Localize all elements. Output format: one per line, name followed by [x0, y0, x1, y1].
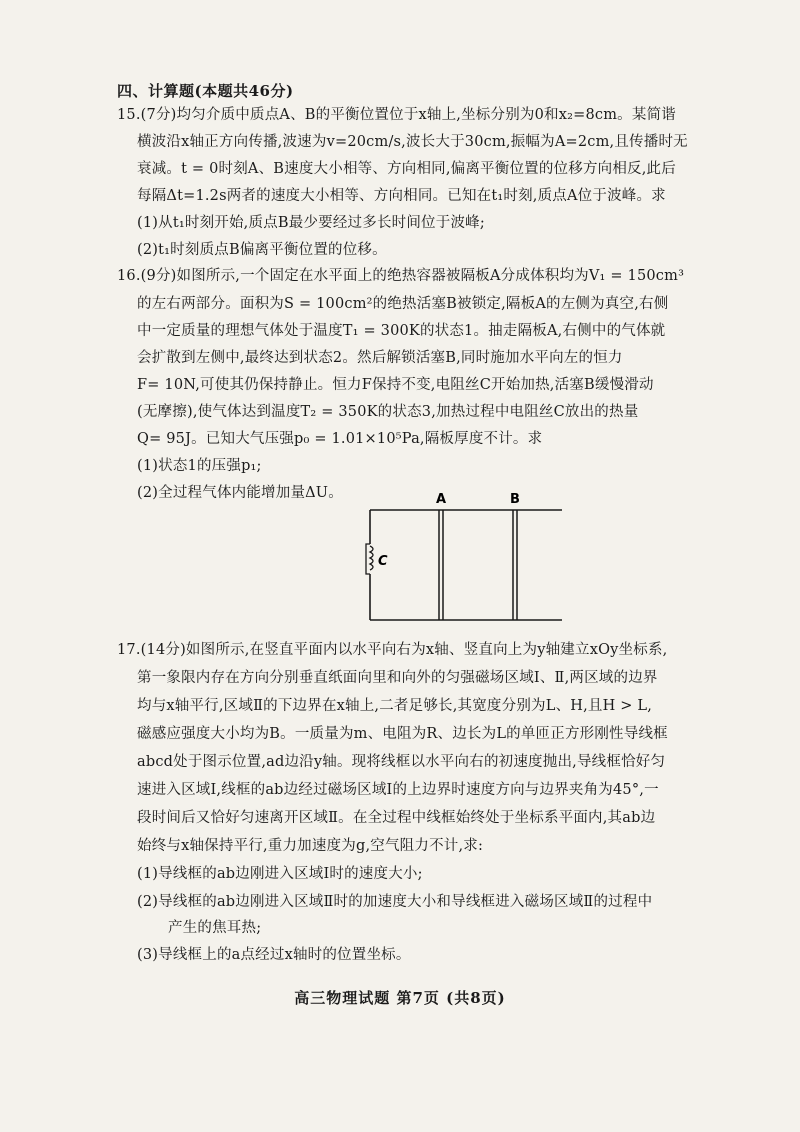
q16-line: (无摩擦),使气体达到温度T₂ = 350K的状态3,加热过程中电阻丝C放出的热量 [137, 404, 639, 420]
q16-line: 的左右两部分。面积为S = 100cm²的绝热活塞B被锁定,隔板A的左侧为真空,右侧 [137, 296, 669, 312]
q17-line: 均与x轴平行,区域Ⅱ的下边界在x轴上,二者足够长,其宽度分别为L、H,且H > L, [137, 698, 653, 714]
container-diagram [362, 490, 572, 630]
q15-line: 横波沿x轴正方向传播,波速为v=20cm/s,波长大于30cm,振幅为A=2cm,且传播时无 [137, 134, 688, 150]
q17-line: 17.(14分)如图所示,在竖直平面内以水平向右为x轴、竖直向上为y轴建立xOy坐标系, [117, 642, 668, 658]
q17-line: abcd处于图示位置,ad边沿y轴。现将线框以水平向右的初速度抛出,导线框恰好匀 [137, 754, 666, 770]
q15-line: (2)t₁时刻质点B偏离平衡位置的位移。 [137, 242, 387, 258]
q15-line: 衰减。t = 0时刻A、B速度大小相等、方向相同,偏离平衡位置的位移方向相反,此后 [137, 161, 676, 177]
q17-line: 速进入区域Ⅰ,线框的ab边经过磁场区域Ⅰ的上边界时速度方向与边界夹角为45°,一 [137, 782, 659, 798]
q17-line: 磁感应强度大小均为B。一质量为m、电阻为R、边长为L的单匝正方形刚性导线框 [137, 726, 668, 742]
page-footer: 高三物理试题 第7页 (共8页) [294, 989, 506, 1007]
q16-line: (2)全过程气体内能增加量ΔU。 [137, 485, 343, 501]
q16-line: (1)状态1的压强p₁; [137, 458, 262, 474]
q17-line: 段时间后又恰好匀速离开区域Ⅱ。在全过程中线框始终处于坐标系平面内,其ab边 [137, 810, 656, 826]
q17-line: 产生的焦耳热; [168, 920, 262, 936]
heating-wire-c-icon [366, 544, 373, 574]
q17-line: (1)导线框的ab边刚进入区域Ⅰ时的速度大小; [137, 866, 423, 882]
q16-line: 会扩散到左侧中,最终达到状态2。然后解锁活塞B,同时施加水平向左的恒力 [137, 350, 623, 366]
q16-line: 16.(9分)如图所示,一个固定在水平面上的绝热容器被隔板A分成体积均为V₁ = 150cm³ [117, 268, 685, 284]
label-b: B [510, 492, 520, 507]
q15-line: (1)从t₁时刻开始,质点B最少要经过多长时间位于波峰; [137, 215, 485, 231]
q15-line: 15.(7分)均匀介质中质点A、B的平衡位置位于x轴上,坐标分别为0和x₂=8cm。某简谐 [117, 107, 676, 123]
label-a: A [436, 492, 447, 507]
q17-line: (2)导线框的ab边刚进入区域Ⅱ时的加速度大小和导线框进入磁场区域Ⅱ的过程中 [137, 894, 653, 910]
label-c: C [378, 554, 388, 569]
q16-line: Q= 95J。已知大气压强p₀ = 1.01×10⁵Pa,隔板厚度不计。求 [137, 431, 543, 447]
section-title: 四、计算题(本题共46分) [117, 82, 294, 100]
q17-line: (3)导线框上的a点经过x轴时的位置坐标。 [137, 947, 411, 963]
q15-line: 每隔Δt=1.2s两者的速度大小相等、方向相同。已知在t₁时刻,质点A位于波峰。求 [137, 188, 666, 204]
q16-line: F= 10N,可使其仍保持静止。恒力F保持不变,电阻丝C开始加热,活塞B缓慢滑动 [137, 377, 654, 393]
q17-line: 始终与x轴保持平行,重力加速度为g,空气阻力不计,求: [137, 838, 484, 854]
q16-line: 中一定质量的理想气体处于温度T₁ = 300K的状态1。抽走隔板A,右侧中的气体就 [137, 323, 666, 339]
q17-line: 第一象限内存在方向分别垂直纸面向里和向外的匀强磁场区域Ⅰ、Ⅱ,两区域的边界 [137, 670, 658, 686]
